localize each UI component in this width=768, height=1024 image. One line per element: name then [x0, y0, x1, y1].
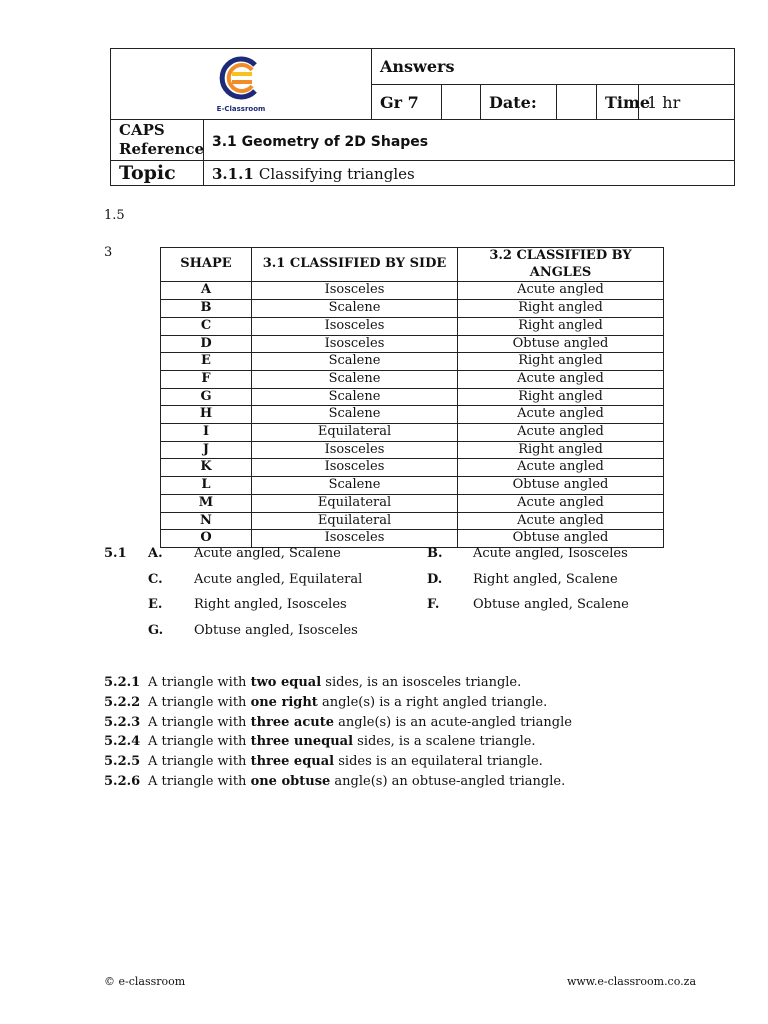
shape-cell: D [161, 335, 252, 353]
statement-row [104, 732, 572, 752]
section-3-label: 3 [104, 245, 113, 260]
answers-title-cell [372, 49, 735, 85]
table-row [161, 441, 664, 459]
date-label: Date: [489, 92, 537, 112]
table-row [161, 459, 664, 477]
table-row [161, 300, 664, 318]
statement-number: 5.2.3 [104, 714, 141, 730]
angle-cell: Acute angled [458, 494, 664, 512]
footer-website: www.e-classroom.co.za [566, 975, 696, 988]
table-row [161, 282, 664, 300]
side-cell: Scalene [252, 388, 458, 406]
shape-cell: E [161, 353, 252, 371]
statement-key-term: one right [250, 694, 318, 710]
grade-cell [372, 85, 442, 120]
time-value: 1 hr [647, 92, 681, 112]
statement-number: 5.2.6 [104, 773, 141, 789]
answer-item [148, 623, 358, 638]
answer-letter: B. [427, 546, 443, 561]
topic-value: Classifying triangles [258, 164, 415, 183]
shape-cell: N [161, 512, 252, 530]
statement-key-term: three acute [250, 714, 335, 730]
header-table [110, 48, 735, 186]
side-cell: Isosceles [252, 441, 458, 459]
time-value-cell [639, 85, 735, 120]
side-cell: Isosceles [252, 282, 458, 300]
angle-cell: Right angled [458, 441, 664, 459]
answer-text: Right angled, Scalene [473, 571, 618, 587]
shape-cell: I [161, 424, 252, 442]
side-cell: Scalene [252, 353, 458, 371]
angle-cell: Obtuse angled [458, 530, 664, 548]
shape-cell: O [161, 530, 252, 548]
angle-cell: Acute angled [458, 370, 664, 388]
section-5-2-statements [104, 673, 572, 792]
statement-text: A triangle with [148, 714, 251, 730]
answer-letter: F. [427, 597, 440, 612]
answer-text: Acute angled, Equilateral [194, 571, 363, 587]
time-label: Time [605, 92, 651, 112]
logo-cell [111, 49, 372, 120]
answer-text: Acute angled, Isosceles [473, 546, 628, 561]
table-row [161, 512, 664, 530]
classification-table [160, 247, 664, 548]
grade-label: Gr 7 [380, 92, 419, 112]
caps-value: 3.1 Geometry of 2D Shapes [212, 133, 429, 150]
side-cell: Isosceles [252, 317, 458, 335]
table-row [161, 317, 664, 335]
statement-text: A triangle with [148, 675, 251, 690]
statement-row [104, 752, 572, 772]
angle-cell: Right angled [458, 388, 664, 406]
shape-cell: C [161, 317, 252, 335]
answer-letter: A. [148, 546, 163, 561]
statement-text: angle(s) an obtuse-angled triangle. [330, 773, 566, 789]
shape-cell: B [161, 300, 252, 318]
statement-number: 5.2.2 [104, 694, 141, 710]
statement-row [104, 772, 572, 792]
answer-item [427, 546, 628, 561]
answer-letter: C. [148, 571, 163, 587]
statement-text: A triangle with [148, 773, 251, 789]
table-row [161, 530, 664, 548]
side-cell: Isosceles [252, 459, 458, 477]
topic-value-cell [204, 161, 735, 186]
date-value-cell [557, 85, 597, 120]
side-cell: Scalene [252, 406, 458, 424]
shape-cell: G [161, 388, 252, 406]
table-row [161, 494, 664, 512]
angle-cell: Right angled [458, 353, 664, 371]
shape-cell: L [161, 477, 252, 495]
table-header-row [161, 248, 664, 282]
caps-value-cell [204, 120, 735, 161]
table-row [161, 353, 664, 371]
statement-text: A triangle with [148, 754, 251, 770]
answer-item [148, 546, 341, 561]
answer-item [427, 572, 618, 587]
header-by-side: 3.1 CLASSIFIED BY SIDE [252, 248, 458, 282]
statement-key-term: one obtuse [250, 773, 331, 789]
shape-cell: F [161, 370, 252, 388]
angle-cell: Right angled [458, 300, 664, 318]
shape-cell: M [161, 494, 252, 512]
side-cell: Isosceles [252, 335, 458, 353]
table-row [161, 424, 664, 442]
answer-letter: E. [148, 597, 163, 612]
statement-text: angle(s) is an acute-angled triangle [334, 714, 572, 730]
answer-item [148, 597, 347, 612]
angle-cell: Acute angled [458, 406, 664, 424]
statement-row [104, 673, 572, 693]
side-cell: Equilateral [252, 424, 458, 442]
answer-item [148, 572, 362, 587]
side-cell: Scalene [252, 370, 458, 388]
answer-text: Right angled, Isosceles [194, 597, 347, 612]
side-cell: Equilateral [252, 494, 458, 512]
e-classroom-logo-icon [215, 53, 267, 103]
answer-text: Acute angled, Scalene [194, 546, 341, 561]
angle-cell: Acute angled [458, 512, 664, 530]
angle-cell: Acute angled [458, 459, 664, 477]
section-5-1-label: 5.1 [104, 546, 127, 561]
statement-row [104, 713, 572, 733]
shape-cell: J [161, 441, 252, 459]
grade-blank-cell [442, 85, 481, 120]
side-cell: Isosceles [252, 530, 458, 548]
angle-cell: Acute angled [458, 424, 664, 442]
statement-text: angle(s) is a right angled triangle. [317, 694, 548, 710]
statement-key-term: three equal [250, 754, 335, 770]
answer-text: Obtuse angled, Isosceles [194, 622, 358, 638]
answer-item [427, 597, 629, 612]
shape-cell: H [161, 406, 252, 424]
caps-label: CAPS Reference [119, 121, 205, 158]
side-cell: Equilateral [252, 512, 458, 530]
statement-text: sides is an equilateral triangle. [334, 754, 543, 770]
shape-cell: A [161, 282, 252, 300]
angle-cell: Right angled [458, 317, 664, 335]
date-label-cell [481, 85, 557, 120]
statement-text: A triangle with [148, 734, 251, 750]
topic-label-cell [111, 161, 204, 186]
statement-number: 5.2.5 [104, 754, 141, 770]
answer-text: Obtuse angled, Scalene [473, 597, 629, 612]
side-cell: Scalene [252, 477, 458, 495]
topic-number: 3.1.1 [212, 164, 254, 183]
statement-number: 5.2.1 [104, 675, 141, 690]
logo-text: E-Classroom [216, 105, 266, 113]
statement-row [104, 693, 572, 713]
statement-number: 5.2.4 [104, 734, 141, 750]
answer-letter: G. [148, 622, 164, 638]
statement-text: sides, is an isosceles triangle. [321, 675, 522, 690]
table-row [161, 388, 664, 406]
e-classroom-logo [215, 53, 267, 113]
table-row [161, 406, 664, 424]
statement-text: sides, is a scalene triangle. [353, 734, 536, 750]
answer-letter: D. [427, 571, 443, 587]
answers-title: Answers [380, 57, 455, 76]
topic-label: Topic [119, 162, 176, 184]
statement-text: A triangle with [148, 694, 251, 710]
angle-cell: Obtuse angled [458, 335, 664, 353]
caps-label-cell [111, 120, 204, 161]
section-1-5-label: 1.5 [104, 208, 125, 223]
table-row [161, 370, 664, 388]
angle-cell: Obtuse angled [458, 477, 664, 495]
table-row [161, 477, 664, 495]
shape-cell: K [161, 459, 252, 477]
statement-key-term: two equal [250, 675, 322, 690]
time-label-cell [597, 85, 651, 120]
table-row [161, 335, 664, 353]
side-cell: Scalene [252, 300, 458, 318]
footer-copyright: © e-classroom [104, 975, 186, 988]
statement-key-term: three unequal [250, 734, 354, 750]
header-shape: SHAPE [161, 248, 252, 282]
angle-cell: Acute angled [458, 282, 664, 300]
header-by-angles: 3.2 CLASSIFIED BY ANGLES [458, 248, 664, 282]
